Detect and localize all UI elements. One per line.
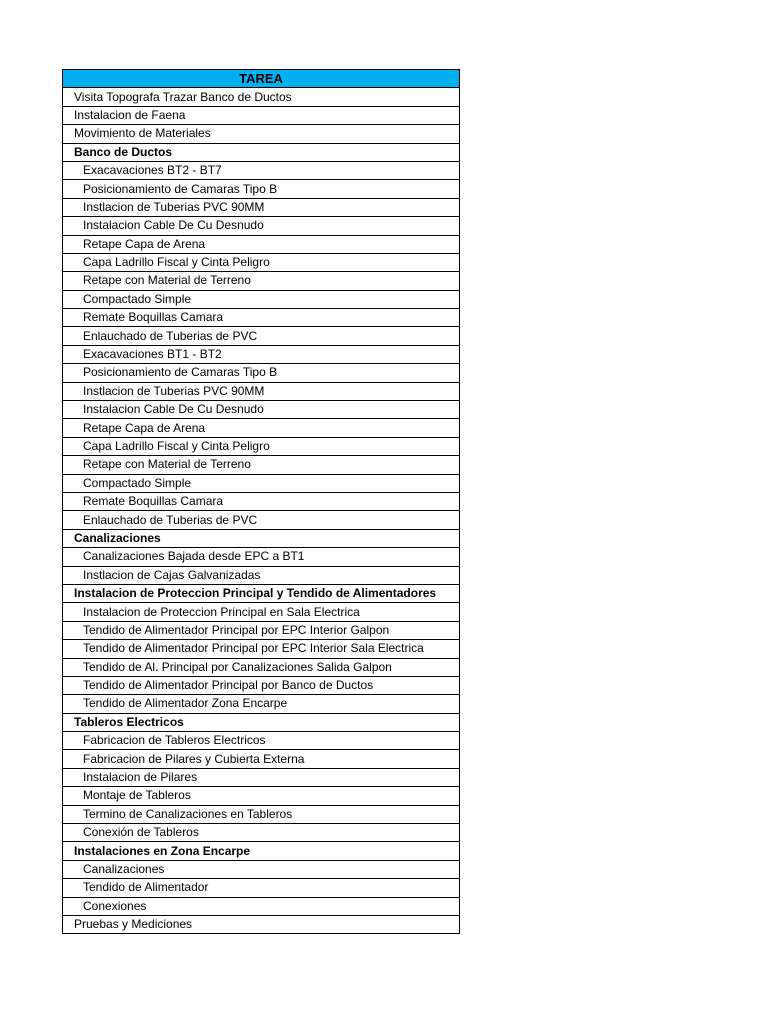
table-row [63, 382, 460, 400]
section-title-cell: Banco de Ductos [63, 143, 460, 161]
task-cell: Retape Capa de Arena [63, 419, 460, 437]
table-row [63, 805, 460, 823]
table-section-row [63, 529, 460, 547]
table-row [63, 217, 460, 235]
section-title-cell: Canalizaciones [63, 529, 460, 547]
table-row [63, 897, 460, 915]
table-row [63, 309, 460, 327]
table-row [63, 695, 460, 713]
table-row [63, 548, 460, 566]
table-row [63, 658, 460, 676]
column-header-tarea: TAREA [63, 70, 460, 88]
task-cell: Termino de Canalizaciones en Tableros [63, 805, 460, 823]
table-row [63, 603, 460, 621]
table-row [63, 879, 460, 897]
table-row [63, 787, 460, 805]
task-cell: Exacavaciones BT2 - BT7 [63, 161, 460, 179]
task-cell: Tendido de Alimentador Principal por EPC Interior Galpon [63, 621, 460, 639]
task-cell: Compactado Simple [63, 474, 460, 492]
task-cell: Montaje de Tableros [63, 787, 460, 805]
table-row [63, 824, 460, 842]
task-cell: Instlacion de Cajas Galvanizadas [63, 566, 460, 584]
table-row [63, 364, 460, 382]
table-row [63, 106, 460, 124]
table-section-row [63, 143, 460, 161]
task-table [62, 69, 460, 934]
task-cell: Pruebas y Mediciones [63, 915, 460, 933]
task-cell: Canalizaciones Bajada desde EPC a BT1 [63, 548, 460, 566]
table-row [63, 621, 460, 639]
task-cell: Compactado Simple [63, 290, 460, 308]
table-row [63, 640, 460, 658]
task-cell: Enlauchado de Tuberias de PVC [63, 327, 460, 345]
table-row [63, 768, 460, 786]
task-cell: Enlauchado de Tuberias de PVC [63, 511, 460, 529]
task-cell: Exacavaciones BT1 - BT2 [63, 345, 460, 363]
table-row [63, 88, 460, 106]
section-title-cell: Instalaciones en Zona Encarpe [63, 842, 460, 860]
task-cell: Instalacion de Faena [63, 106, 460, 124]
table-row [63, 474, 460, 492]
task-cell: Capa Ladrillo Fiscal y Cinta Peligro [63, 437, 460, 455]
task-cell: Instalacion Cable De Cu Desnudo [63, 401, 460, 419]
task-cell: Fabricacion de Tableros Electricos [63, 732, 460, 750]
section-title-cell: Tableros Electricos [63, 713, 460, 731]
table-row [63, 915, 460, 933]
table-row [63, 732, 460, 750]
task-cell: Tendido de Alimentador [63, 879, 460, 897]
task-cell: Canalizaciones [63, 860, 460, 878]
task-table-body [63, 88, 460, 934]
table-row [63, 235, 460, 253]
task-cell: Remate Boquillas Camara [63, 309, 460, 327]
table-header-row [63, 70, 460, 88]
table-row [63, 125, 460, 143]
task-cell: Movimiento de Materiales [63, 125, 460, 143]
task-cell: Fabricacion de Pilares y Cubierta Externa [63, 750, 460, 768]
task-cell: Tendido de Alimentador Zona Encarpe [63, 695, 460, 713]
task-cell: Retape con Material de Terreno [63, 456, 460, 474]
task-cell: Visita Topografa Trazar Banco de Ductos [63, 88, 460, 106]
table-row [63, 419, 460, 437]
table-section-row [63, 584, 460, 602]
table-row [63, 327, 460, 345]
table-row [63, 676, 460, 694]
table-row [63, 566, 460, 584]
table-row [63, 511, 460, 529]
task-cell: Posicionamiento de Camaras Tipo B [63, 180, 460, 198]
table-row [63, 456, 460, 474]
table-section-row [63, 842, 460, 860]
task-cell: Retape Capa de Arena [63, 235, 460, 253]
task-cell: Posicionamiento de Camaras Tipo B [63, 364, 460, 382]
task-cell: Tendido de Alimentador Principal por Banco de Ductos [63, 676, 460, 694]
task-cell: Instalacion de Pilares [63, 768, 460, 786]
task-cell: Tendido de Alimentador Principal por EPC Interior Sala Electrica [63, 640, 460, 658]
table-row [63, 272, 460, 290]
task-cell: Instalacion de Proteccion Principal en Sala Electrica [63, 603, 460, 621]
task-cell: Capa Ladrillo Fiscal y Cinta Peligro [63, 253, 460, 271]
table-row [63, 492, 460, 510]
task-cell: Instlacion de Tuberias PVC 90MM [63, 198, 460, 216]
table-row [63, 161, 460, 179]
section-title-cell: Instalacion de Proteccion Principal y Tendido de Alimentadores [63, 584, 460, 602]
table-row [63, 860, 460, 878]
table-row [63, 290, 460, 308]
table-row [63, 198, 460, 216]
task-cell: Retape con Material de Terreno [63, 272, 460, 290]
task-cell: Instlacion de Tuberias PVC 90MM [63, 382, 460, 400]
table-row [63, 180, 460, 198]
table-row [63, 750, 460, 768]
task-cell: Instalacion Cable De Cu Desnudo [63, 217, 460, 235]
table-row [63, 401, 460, 419]
task-cell: Remate Boquillas Camara [63, 492, 460, 510]
table-section-row [63, 713, 460, 731]
table-row [63, 437, 460, 455]
task-cell: Conexiones [63, 897, 460, 915]
table-row [63, 253, 460, 271]
table-row [63, 345, 460, 363]
task-cell: Tendido de Al. Principal por Canalizaciones Salida Galpon [63, 658, 460, 676]
task-cell: Conexión de Tableros [63, 824, 460, 842]
